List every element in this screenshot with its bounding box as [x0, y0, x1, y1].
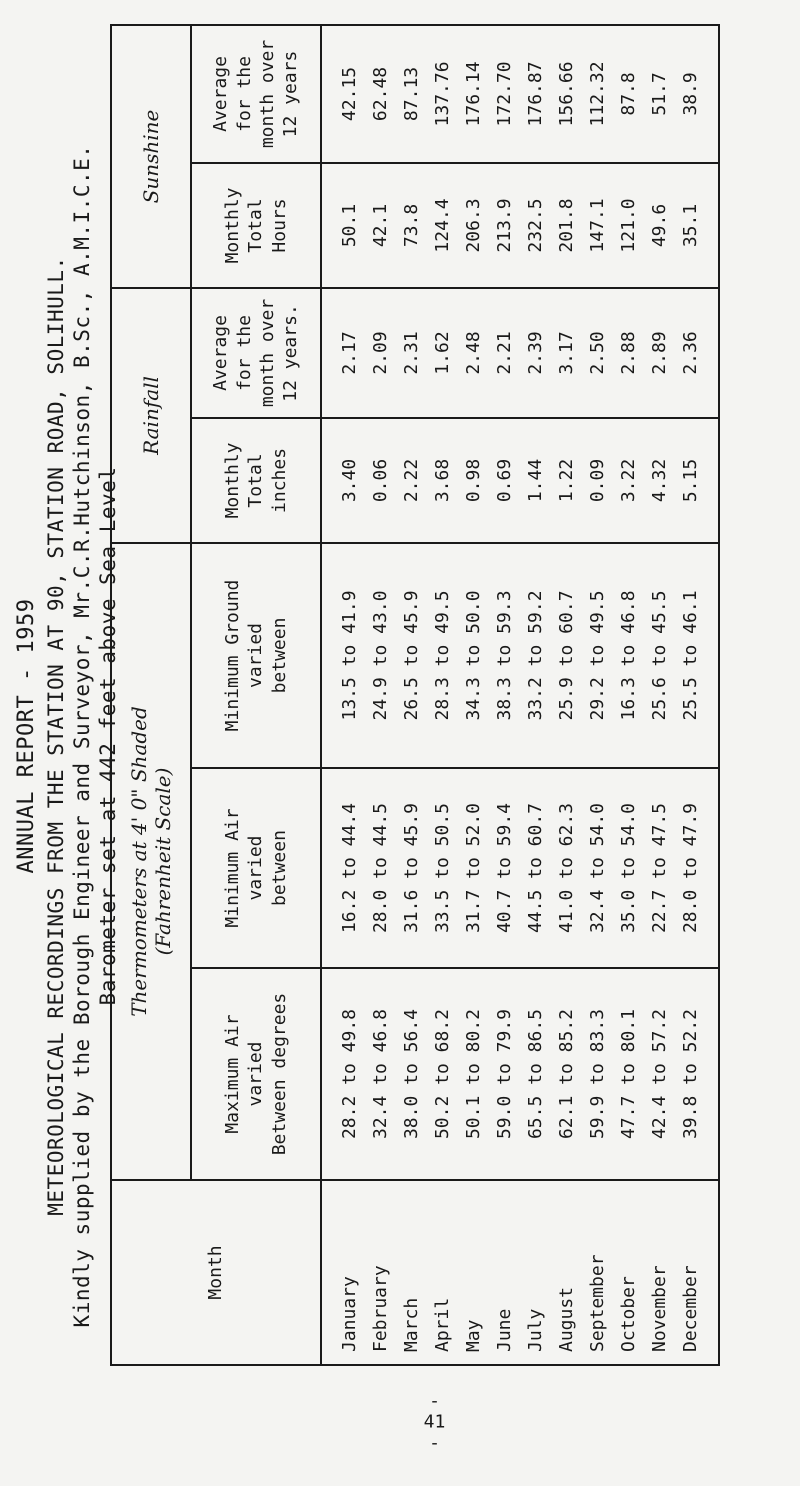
rain-average-column: 2.17 2.09 2.31 1.62 2.48 2.21 2.39 3.17 2.50 2.88 2.89 2.36: [321, 288, 719, 418]
max-air-header: [191, 968, 321, 1180]
thermometers-scale: (Fahrenheit Scale): [151, 767, 175, 956]
recordings-table: [110, 24, 720, 1366]
rain-total-header: [191, 418, 321, 543]
min-air-header-line3: between: [268, 830, 290, 906]
min-air-header-line2: varied: [245, 835, 267, 901]
sun-average-column: 42.15 62.48 87.13 137.76 176.14 172.70 176.87 156.66 112.32 87.8 51.7 38.9: [321, 25, 719, 163]
sun-total-header-line1: Monthly: [221, 187, 243, 264]
min-air-column: 16.2 to 44.4 28.0 to 44.5 31.6 to 45.9 33.5 to 50.5 31.7 to 52.0 40.7 to 59.4 44.5 to 60.7 41.0 to 62.3 32.4 to 54.0 35.0 to 54.0 22.7 to 47.5 28.0 to 47.9: [321, 768, 719, 968]
sun-average-header-line2: for the: [233, 56, 255, 132]
sun-total-header: [191, 163, 321, 288]
thermometers-title: Thermometers at 4' 0" Shaded: [127, 706, 151, 1017]
rain-average-header-line4: 12 years.: [280, 304, 302, 402]
sun-total-header-line2: Total: [245, 198, 267, 253]
rain-average-header-line3: month over: [257, 298, 278, 408]
rain-total-header-line3: inches: [268, 447, 290, 513]
rain-average-header-line2: for the: [233, 315, 255, 391]
max-air-header-line1: Maximum Air: [221, 1014, 243, 1134]
min-ground-header-line2: varied: [245, 622, 267, 688]
rain-average-header-line1: Average: [210, 315, 232, 391]
rain-total-header-line2: Total: [245, 453, 267, 508]
sun-average-header: [191, 25, 321, 163]
min-ground-header: [191, 543, 321, 768]
min-air-header-line1: Minimum Air: [221, 808, 243, 928]
month-column: January February March April May June July August September October November December: [321, 1180, 719, 1365]
sun-average-header-line1: Average: [210, 56, 232, 132]
sun-total-header-line3: Hours: [268, 198, 290, 253]
min-ground-column: 13.5 to 41.9 24.9 to 43.0 26.5 to 45.9 28.3 to 49.5 34.3 to 50.0 38.3 to 59.3 33.2 to 59.2 25.9 to 60.7 29.2 to 49.5 16.3 to 46.8 25.6 to 45.5 25.5 to 46.1: [321, 543, 719, 768]
sunshine-group-header: Sunshine: [111, 25, 191, 288]
rainfall-group-header: Rainfall: [111, 288, 191, 543]
min-air-header: [191, 768, 321, 968]
sun-average-header-line3: month over: [257, 39, 278, 149]
rain-average-header: [191, 288, 321, 418]
min-ground-header-line1: Minimum Ground: [221, 579, 243, 732]
report-credit: Kindly supplied by the Borough Engineer and Surveyor, Mr.C.R.Hutchinson, B.Sc., A.M.I.C.E.: [70, 144, 94, 1328]
min-ground-header-line3: between: [268, 617, 290, 694]
month-header: Month: [111, 1180, 321, 1365]
max-air-column: 28.2 to 49.8 32.4 to 46.8 38.0 to 56.4 50.2 to 68.2 50.1 to 80.2 59.0 to 79.9 65.5 to 86.5 62.1 to 85.2 59.9 to 83.3 47.7 to 80.1 42.4 to 57.2 39.8 to 52.2: [321, 968, 719, 1180]
page-number: - 41 -: [423, 1390, 446, 1454]
report-title: ANNUAL REPORT - 1959: [14, 598, 39, 874]
max-air-header-line2: varied: [245, 1041, 267, 1107]
max-air-header-line3: Between degrees: [268, 992, 290, 1156]
report-heading: METEOROLOGICAL RECORDINGS FROM THE STATION AT 90, STATION ROAD, SOLIHULL.: [44, 256, 68, 1216]
thermometers-group-header: [111, 543, 191, 1180]
barometer-note: Barometer set at 442 feet above Sea Level: [96, 466, 120, 1006]
rain-total-column: 3.40 0.06 2.22 3.68 0.98 0.69 1.44 1.22 0.09 3.22 4.32 5.15: [321, 418, 719, 543]
sun-average-header-line4: 12 years: [280, 50, 302, 138]
sun-total-column: 50.1 42.1 73.8 124.4 206.3 213.9 232.5 201.8 147.1 121.0 49.6 35.1: [321, 163, 719, 288]
rain-total-header-line1: Monthly: [221, 442, 243, 519]
